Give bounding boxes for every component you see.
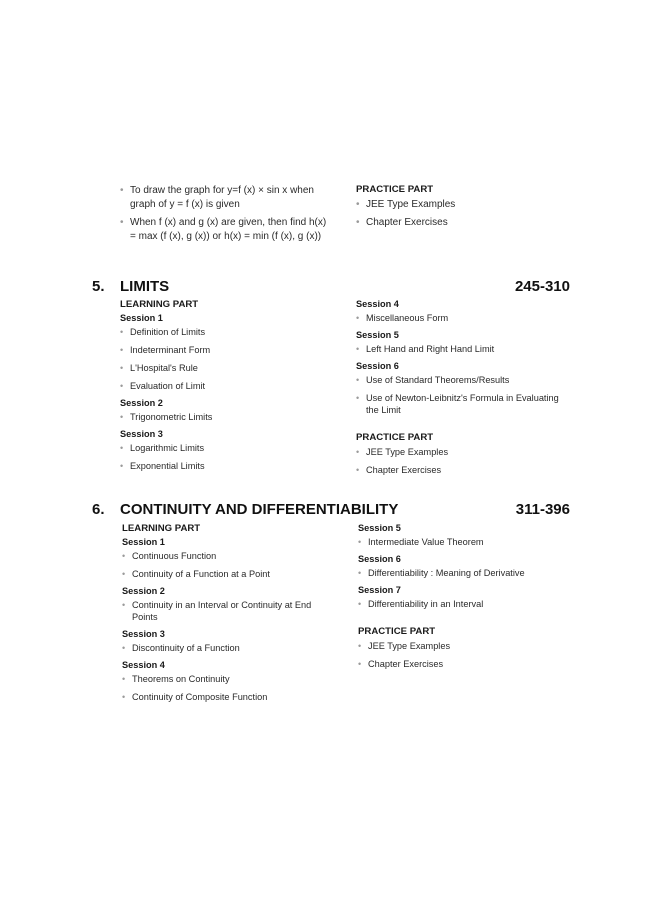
session-label: Session 5: [356, 330, 399, 340]
chapter-title: LIMITS: [120, 278, 170, 295]
list-item: • Chapter Exercises: [358, 658, 570, 670]
intro-right-column: [356, 184, 556, 234]
list-item: • L'Hospital's Rule: [120, 362, 330, 374]
list-item: • Theorems on Continuity: [122, 673, 332, 685]
list-item: • Evaluation of Limit: [120, 380, 330, 392]
list-item: • Chapter Exercises: [356, 464, 570, 476]
list-item: • JEE Type Examples: [356, 446, 570, 458]
chapter-5-left-column: [120, 299, 330, 478]
chapter-5-heading: [92, 278, 570, 295]
list-item: • To draw the graph for y=f (x) × sin x when graph of y = f (x) is given: [120, 184, 332, 212]
session-label: Session 3: [120, 429, 163, 439]
practice-heading: PRACTICE PART: [356, 184, 434, 195]
session-label: Session 1: [122, 537, 165, 547]
list-item: • Left Hand and Right Hand Limit: [356, 343, 570, 355]
list-item: • Miscellaneous Form: [356, 312, 570, 324]
intro-left-column: [120, 184, 332, 248]
session-label: Session 6: [358, 554, 401, 564]
list-item: • Differentiability : Meaning of Derivative: [358, 567, 570, 579]
session-label: Session 4: [122, 660, 165, 670]
list-item: • When f (x) and g (x) are given, then find h(x) = max (f (x), g (x)) or h(x) = min (f (x), g (x)): [120, 216, 332, 244]
session-label: Session 5: [358, 523, 401, 533]
list-item: • Continuity of a Function at a Point: [122, 568, 332, 580]
list-item: • Discontinuity of a Function: [122, 642, 332, 654]
list-item: • Logarithmic Limits: [120, 442, 330, 454]
session-label: Session 3: [122, 629, 165, 639]
list-item: • Definition of Limits: [120, 326, 330, 338]
session-label: Session 7: [358, 585, 401, 595]
list-item: • Continuity in an Interval or Continuity at End Points: [122, 599, 332, 623]
list-item: • JEE Type Examples: [358, 640, 570, 652]
session-label: Session 6: [356, 361, 399, 371]
learning-heading: LEARNING PART: [122, 523, 201, 534]
practice-heading: PRACTICE PART: [358, 626, 436, 637]
session-label: Session 4: [356, 299, 399, 309]
chapter-number: 6.: [92, 501, 105, 518]
session-label: Session 2: [122, 586, 165, 596]
list-item: • Continuous Function: [122, 550, 332, 562]
chapter-pages: 311-396: [515, 501, 570, 518]
list-item: • Chapter Exercises: [356, 216, 556, 230]
list-item: • Exponential Limits: [120, 460, 330, 472]
list-item: • Intermediate Value Theorem: [358, 536, 570, 548]
list-item: • Use of Newton-Leibnitz's Formula in Evaluating the Limit: [356, 392, 570, 416]
chapter-6-heading: [92, 501, 570, 518]
list-item: • Indeterminant Form: [120, 344, 330, 356]
list-item: • Differentiability in an Interval: [358, 598, 570, 610]
list-item: • Continuity of Composite Function: [122, 691, 332, 703]
chapter-title: CONTINUITY AND DIFFERENTIABILITY: [120, 501, 399, 518]
session-label: Session 2: [120, 398, 163, 408]
chapter-5-right-column: [356, 299, 570, 482]
session-label: Session 1: [120, 313, 163, 323]
chapter-6-left-column: [122, 523, 332, 709]
chapter-6-right-column: [358, 523, 570, 676]
chapter-pages: 245-310: [514, 278, 570, 295]
chapter-number: 5.: [92, 278, 105, 295]
list-item: • Use of Standard Theorems/Results: [356, 374, 570, 386]
list-item: • JEE Type Examples: [356, 198, 556, 212]
list-item: • Trigonometric Limits: [120, 411, 330, 423]
learning-heading: LEARNING PART: [120, 299, 199, 310]
practice-heading: PRACTICE PART: [356, 432, 434, 443]
